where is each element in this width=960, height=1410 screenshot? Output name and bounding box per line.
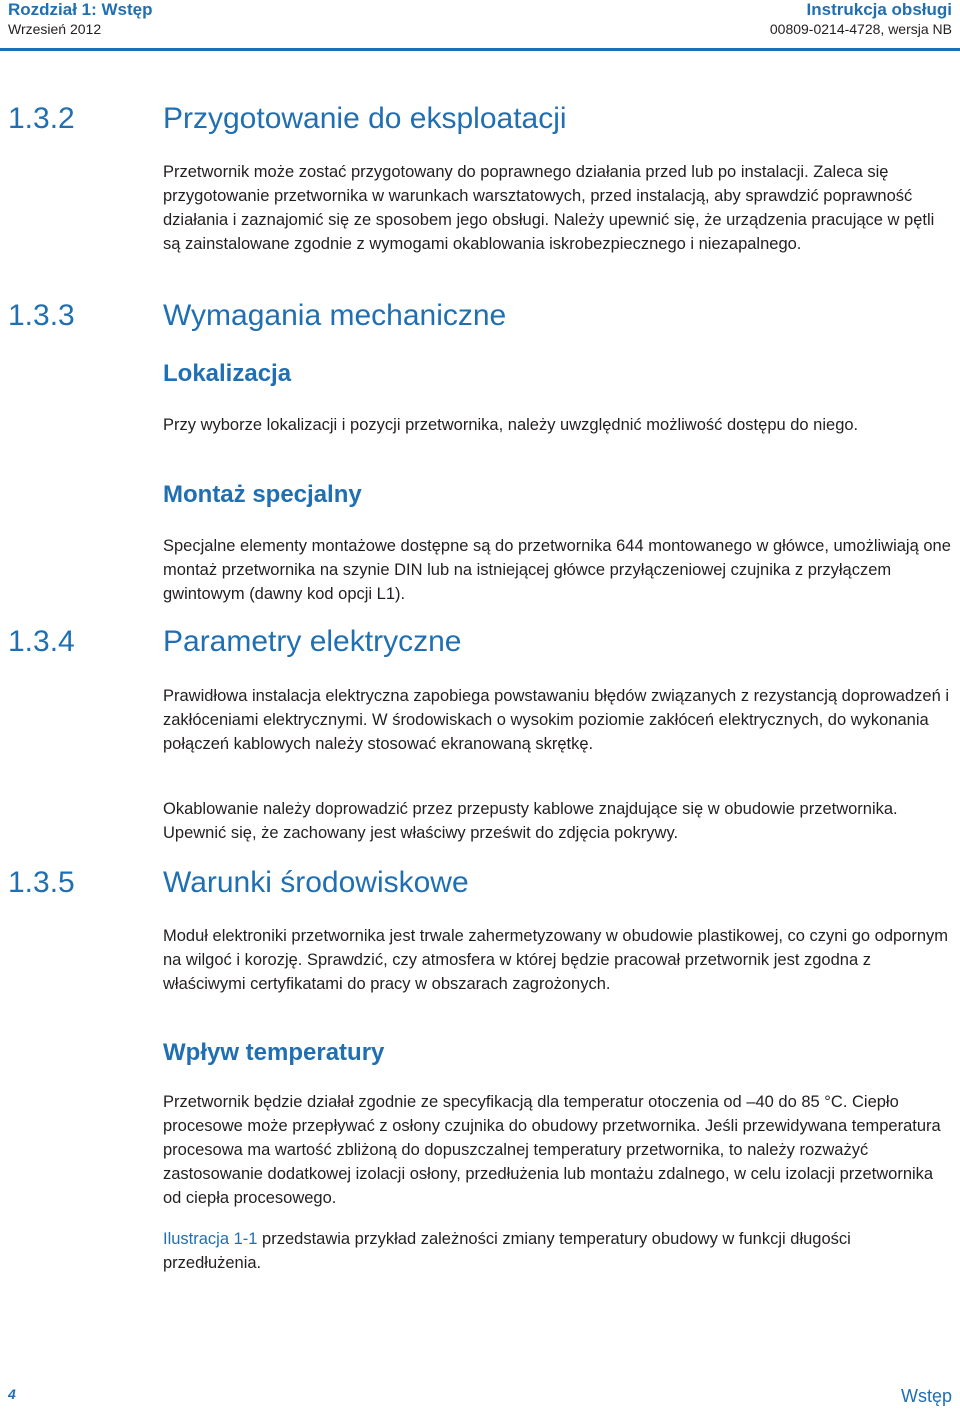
paragraph: Przy wyborze lokalizacji i pozycji przetwornika, należy uwzględnić możliwość dostępu do niego.	[163, 416, 859, 434]
subsection-title: Montaż specjalny	[163, 481, 362, 508]
paragraph: Okablowanie należy doprowadzić przez przepusty kablowe znajdujące się w obudowie przetwornika. Upewnić się, że zachowany jest właściwy prześwit do zdjęcia pokrywy.	[163, 800, 898, 842]
figure-reference-link[interactable]: Ilustracja 1-1	[163, 1230, 258, 1248]
subsection-title: Lokalizacja	[163, 360, 292, 387]
section-number: 1.3.5	[8, 866, 75, 899]
paragraph	[163, 1227, 953, 1275]
page-header	[0, 0, 960, 46]
section-number: 1.3.3	[8, 299, 75, 332]
paragraph: Moduł elektroniki przetwornika jest trwale zahermetyzowany w obudowie plastikowej, co czyni go odpornym na wilgoć i korozję. Sprawdzić, czy atmosfera w której będzie pracował przetwornik jest zgodna z właściwymi certyfikatami do pracy w obszarach zagrożonych.	[163, 927, 949, 993]
footer-section-title: Wstęp	[900, 1386, 952, 1406]
page-number: 4	[8, 1386, 16, 1402]
section-title: Wymagania mechaniczne	[163, 299, 507, 332]
section-title: Warunki środowiskowe	[163, 866, 469, 899]
subsection-title: Wpływ temperatury	[163, 1039, 385, 1066]
section-title: Parametry elektryczne	[163, 625, 462, 658]
section-number: 1.3.2	[8, 102, 75, 135]
document-number: 00809-0214-4728, wersja NB	[769, 21, 952, 37]
paragraph: Przetwornik może zostać przygotowany do poprawnego działania przed lub po instalacji. Zaleca się przygotowanie przetwornika w warunkach warsztatowych, przed instalacją, aby sprawdzić poprawność działania i zaznajomić się ze sposobem jego obsługi. Należy upewnić się, że urządzenia pracujące w pętli są zainstalowane zgodnie z wymogami okablowania iskrobezpiecznego i niezapalnego.	[163, 163, 935, 253]
manual-title: Instrukcja obsługi	[806, 0, 952, 19]
section-number: 1.3.4	[8, 625, 75, 658]
paragraph: Prawidłowa instalacja elektryczna zapobiega powstawaniu błędów związanych z rezystancją doprowadzeń i zakłóceniami elektrycznymi. W środowiskach o wysokim poziomie zakłóceń elektrycznych, do wykonania połączeń kablowych należy stosować ekranowaną skrętkę.	[163, 687, 950, 753]
paragraph: Przetwornik będzie działał zgodnie ze specyfikacją dla temperatur otoczenia od –40 do 85 °C. Ciepło procesowe może przepływać z osłony czujnika do obudowy przetwornika. Jeśli przewidywana temperatura procesowa ma wartość zbliżoną do dopuszczalnej temperatury przetwornika, to należy rozważyć zastosowanie dodatkowej izolacji osłony, przedłużenia lub montażu zdalnego, w celu izolacji przetwornika od ciepła procesowego.	[163, 1093, 941, 1207]
document-date: Wrzesień 2012	[8, 21, 102, 37]
paragraph: Specjalne elementy montażowe dostępne są do przetwornika 644 montowanego w główce, umożliwiają one montaż przetwornika na szynie DIN lub na istniejącej główce przyłączeniowej czujnika z przyłączem gwintowym (dawny kod opcji L1).	[163, 537, 951, 603]
section-title: Przygotowanie do eksploatacji	[163, 102, 567, 135]
chapter-title: Rozdział 1: Wstęp	[8, 0, 153, 19]
header-divider	[0, 48, 960, 51]
paragraph-text: przedstawia przykład zależności zmiany temperatury obudowy w funkcji długości przedłużenia.	[163, 1230, 851, 1272]
